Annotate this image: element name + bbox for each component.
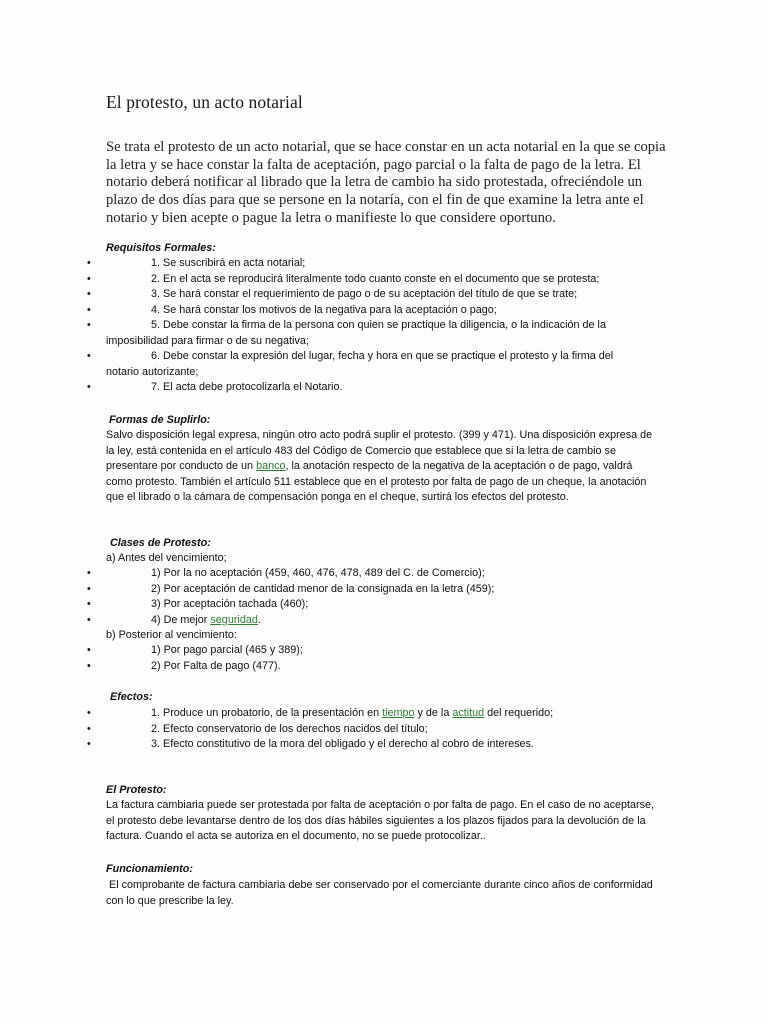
clases-list-a [0, 566, 700, 628]
formas-text-1: Salvo disposición legal expresa, ningún otro acto podrá suplir el protesto. (399 y 471). Una disposición expresa de la ley, está contenida en el artículo 483 del Código de Comercio que establece que si la letra de cambio se presentare por conducto de un [106, 429, 653, 472]
list-item: • 7. El acta debe protocolizarla el Notario. [0, 380, 700, 396]
clases-heading: Clases de Protesto: [110, 537, 211, 549]
list-item: • 1) Por pago parcial (465 y 389); [0, 643, 700, 659]
requisitos-heading: Requisitos Formales: [106, 242, 216, 254]
list-item: • 5. Debe constar la firma de la persona con quien se practique la diligencia, o la indicación de la imposibilidad para firmar o de su negativa; [0, 318, 642, 349]
list-item: • 3. Efecto constitutivo de la mora del obligado y el derecho al cobro de intereses. [0, 737, 700, 753]
list-item: • 2. Efecto conservatorio de los derechos nacidos del título; [0, 722, 700, 738]
el-protesto-heading: El Protesto: [106, 784, 167, 796]
document-title: El protesto, un acto notarial [106, 92, 303, 112]
efectos-list [0, 706, 700, 753]
intro-paragraph: Se trata el protesto de un acto notarial, que se hace constar en un acta notarial en la que se copia la letra y se hace constar la falta de aceptación, pago parcial o la falta de pago de la letra. El notario deberá notificar al librado que la letra de cambio ha sido protestada, ofreciéndole un plazo de dos días para que se persone en la notaría, con el fin de que examine la letra ante el notario y bien acepte o pague la letra o manifieste lo que considere oportuno. [106, 139, 666, 226]
item-text: 1. Produce un probatorio, de la presentación en [151, 707, 383, 719]
item-text: . [257, 613, 261, 626]
actitud-link[interactable]: actitud [452, 707, 485, 719]
list-item [0, 613, 700, 629]
formas-heading: Formas de Suplirlo: [109, 414, 211, 426]
list-item: • 2) Por aceptación de cantidad menor de la consignada en la letra (459); [0, 582, 700, 598]
item-text: y de la [414, 707, 453, 719]
formas-paragraph [106, 428, 654, 506]
tiempo-link[interactable]: tiempo [382, 707, 415, 719]
clases-group-b: b) Posterior al vencimiento: [106, 629, 237, 641]
el-protesto-paragraph: La factura cambiaria puede ser protestada por falta de aceptación o por falta de pago. En el caso de no aceptarse, el protesto debe levantarse dentro de los dos días hábiles siguientes a los plazos fijados para la devolución de la factura. Cuando el acta se autoriza en el documento, no se puede protocolizar.. [106, 799, 655, 842]
list-item: • 2) Por Falta de pago (477). [0, 659, 700, 675]
list-item [0, 706, 700, 722]
seguridad-link[interactable]: seguridad [210, 613, 258, 626]
list-item: • 1. Se suscribirá en acta notarial; [0, 256, 700, 272]
list-item: • 3. Se hará constar el requerimiento de pago o de su aceptación del título de que se trate; [0, 287, 700, 303]
list-item: • 3) Por aceptación tachada (460); [0, 597, 700, 613]
list-item: • 2. En el acta se reproducirá literalmente todo cuanto conste en el documento que se protesta; [0, 272, 700, 288]
list-item: • 6. Debe constar la expresión del lugar, fecha y hora en que se practique el protesto y la firma del notario autorizante; [0, 349, 642, 380]
formas-text-2: , la anotación respecto de la negativa de la aceptación o de pago, valdrá como protesto. También el artículo 511 establece que en el protesto por falta de pago de un cheque, la anotación que el librado o la cámara de compensación ponga en el cheque, surtirá los efectos del protesto. [106, 460, 647, 503]
clases-group-a: a) Antes del vencimiento; [106, 552, 227, 564]
efectos-heading: Efectos: [110, 691, 153, 703]
funcionamiento-paragraph: El comprobante de factura cambiaria debe ser conservado por el comerciante durante cinco años de conformidad con lo que prescribe la ley. [106, 879, 656, 907]
item-text: 4) De mejor [151, 613, 211, 626]
list-item: • 1) Por la no aceptación (459, 460, 476, 478, 489 del C. de Comercio); [0, 566, 700, 582]
list-item: • 4. Se hará constar los motivos de la negativa para la aceptación o pago; [0, 303, 700, 319]
requisitos-list [0, 256, 700, 396]
banco-link[interactable]: banco [256, 460, 286, 472]
clases-list-b [0, 643, 700, 674]
funcionamiento-heading: Funcionamiento: [106, 863, 193, 875]
item-text: del requerido; [484, 707, 554, 719]
